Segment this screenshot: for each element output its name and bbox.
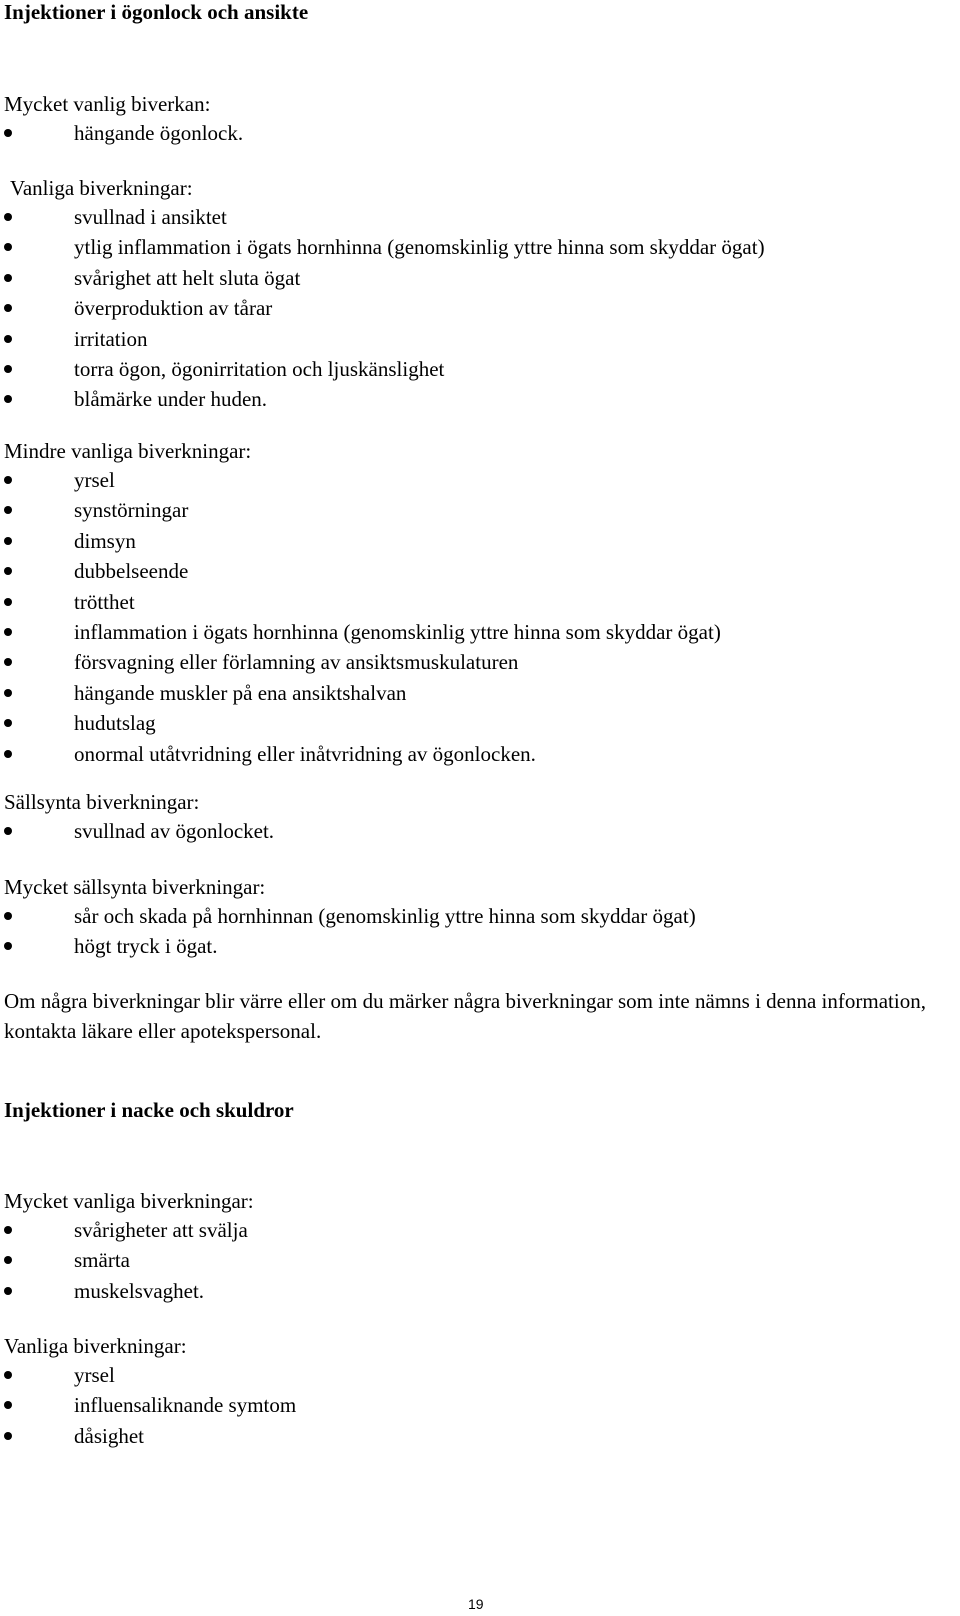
section-title-eyelids-face: Injektioner i ögonlock och ansikte: [4, 0, 309, 24]
bullet-icon: [4, 689, 12, 697]
bullet-icon: [4, 1432, 12, 1440]
bullet-icon: [4, 1256, 12, 1264]
very-common-label: Mycket vanlig biverkan:: [4, 92, 211, 116]
bullet-icon: [4, 365, 12, 373]
bullet-icon: [4, 912, 12, 920]
bullet-icon: [4, 719, 12, 727]
bullet-icon: [4, 750, 12, 758]
section-title-neck-shoulders: Injektioner i nacke och skuldror: [4, 1098, 294, 1122]
bullet-icon: [4, 213, 12, 221]
common-label-2: Vanliga biverkningar:: [4, 1334, 187, 1358]
bullet-icon: [4, 129, 12, 137]
bullet-icon: [4, 506, 12, 514]
bullet-icon: [4, 827, 12, 835]
bullet-icon: [4, 567, 12, 575]
bullet-icon: [4, 1226, 12, 1234]
very-common-label-2: Mycket vanliga biverkningar:: [4, 1189, 254, 1213]
bullet-icon: [4, 476, 12, 484]
bullet-icon: [4, 598, 12, 606]
bullet-icon: [4, 628, 12, 636]
page-number: 19: [468, 1596, 484, 1612]
bullet-icon: [4, 335, 12, 343]
bullet-icon: [4, 537, 12, 545]
common-label: Vanliga biverkningar:: [10, 176, 193, 200]
advice-paragraph: Om några biverkningar blir värre eller om du märker några biverkningar som inte nämns i denna information, kontakta läkare eller apotekspersonal.: [4, 989, 926, 1043]
rare-label: Sällsynta biverkningar:: [4, 790, 200, 814]
uncommon-label: Mindre vanliga biverkningar:: [4, 439, 252, 463]
bullet-icon: [4, 1371, 12, 1379]
very-rare-label: Mycket sällsynta biverkningar:: [4, 875, 266, 899]
bullet-icon: [4, 304, 12, 312]
bullet-icon: [4, 658, 12, 666]
bullet-icon: [4, 274, 12, 282]
bullet-icon: [4, 243, 12, 251]
bullet-icon: [4, 1287, 12, 1295]
bullet-icon: [4, 1401, 12, 1409]
bullet-icon: [4, 942, 12, 950]
bullet-icon: [4, 395, 12, 403]
